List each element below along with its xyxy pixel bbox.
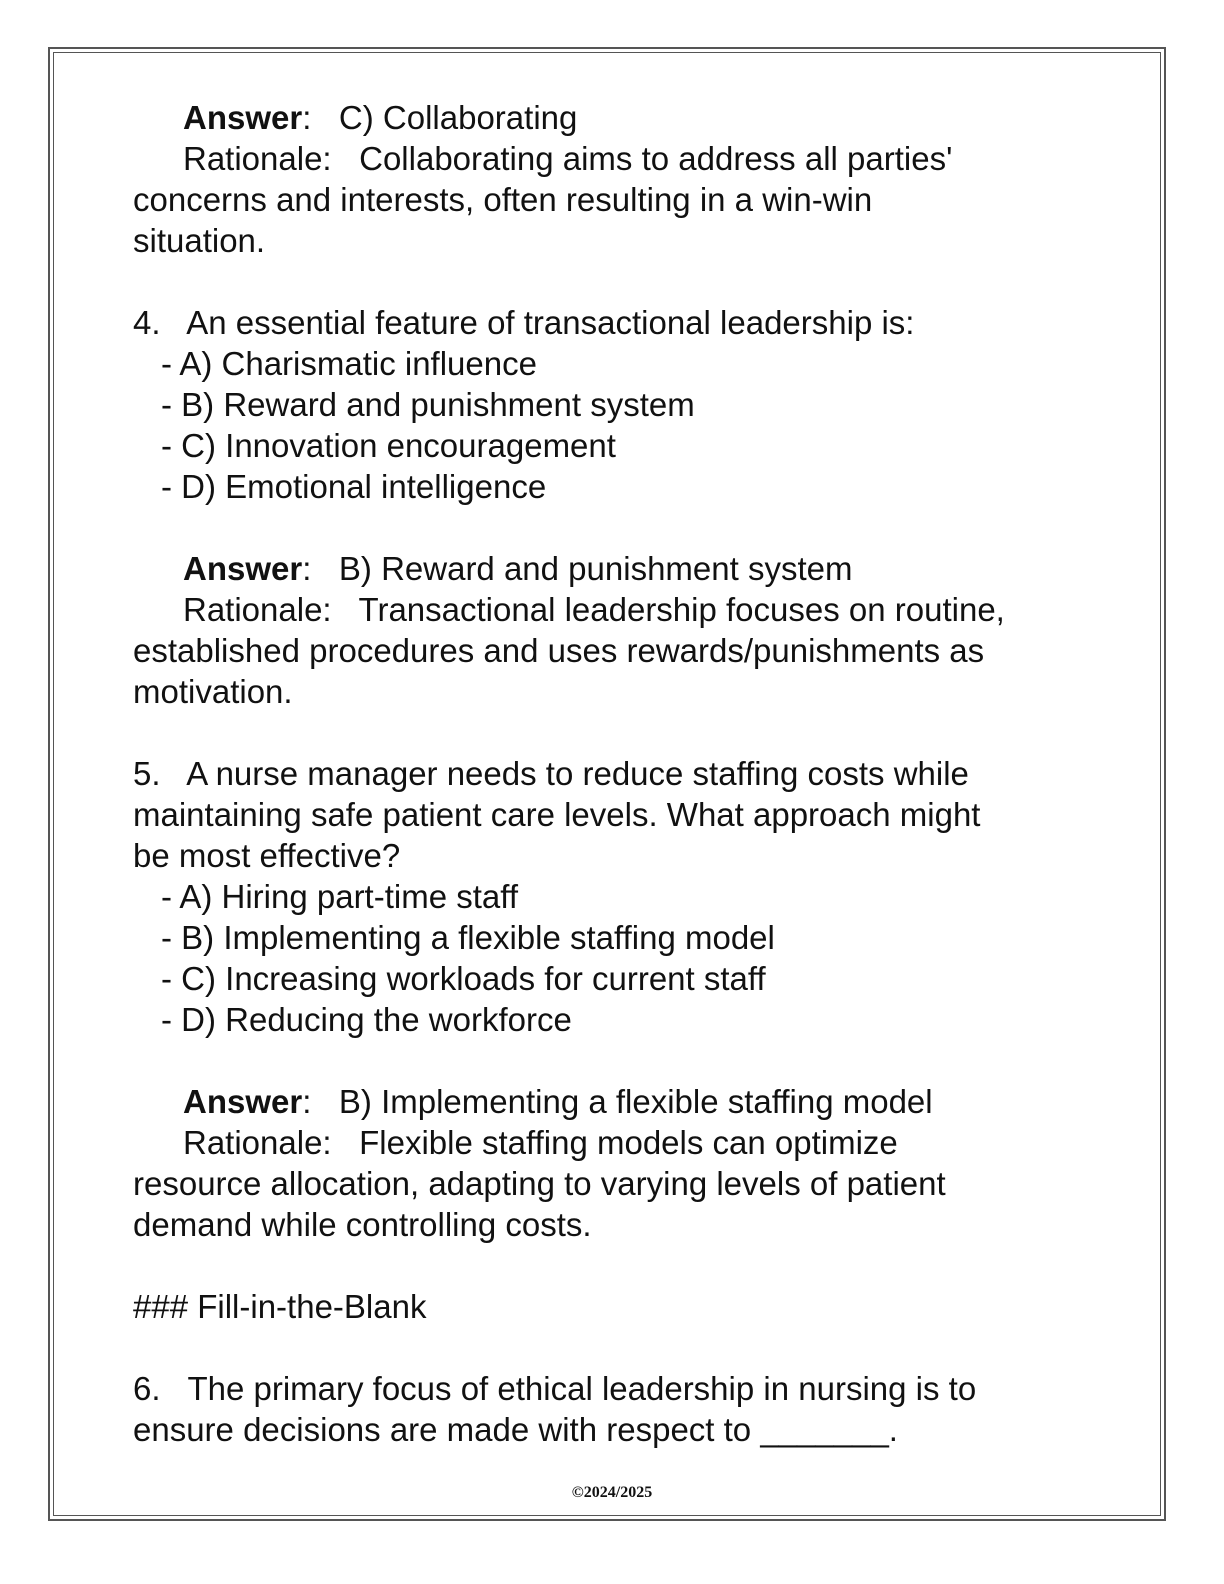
rationale-text: Collaborating aims to address all parties': [359, 140, 953, 177]
rationale-text: Transactional leadership focuses on routine,: [358, 591, 1005, 628]
rationale-text: Flexible staffing models can optimize: [359, 1124, 898, 1161]
answer-line-q5: Answer: B) Implementing a flexible staffing model: [183, 1083, 933, 1120]
rationale-line-q4: [133, 589, 1093, 630]
option-a: - A) Hiring part-time staff: [161, 878, 518, 915]
document-body: [133, 97, 1093, 1450]
option-d: - D) Emotional intelligence: [161, 468, 547, 505]
answer-text: C) Collaborating: [338, 99, 578, 136]
rationale-continuation: motivation.: [133, 673, 293, 710]
rationale-continuation: situation.: [133, 222, 266, 259]
question-6: [133, 1368, 1093, 1409]
option-b: - B) Reward and punishment system: [161, 386, 695, 423]
question-continuation: maintaining safe patient care levels. What approach might: [133, 796, 981, 833]
rationale-label: Rationale:: [183, 140, 332, 177]
rationale-continuation: demand while controlling costs.: [133, 1206, 592, 1243]
rationale-label: Rationale:: [183, 1124, 332, 1161]
answer-label: Answer: [183, 99, 303, 136]
answer-line-q4: Answer: B) Reward and punishment system: [183, 550, 853, 587]
option-c: - C) Increasing workloads for current staff: [161, 960, 766, 997]
question-number: 4.: [133, 304, 161, 341]
answer-text: B) Implementing a flexible staffing model: [338, 1083, 933, 1120]
option-c: - C) Innovation encouragement: [161, 427, 616, 464]
question-continuation: be most effective?: [133, 837, 401, 874]
question-4: [133, 302, 1093, 343]
answer-line-q3: Answer: C) Collaborating: [183, 99, 578, 136]
question-5: [133, 753, 1093, 794]
question-number: 6.: [133, 1370, 161, 1407]
rationale-line-q5: [133, 1122, 1093, 1163]
answer-text: B) Reward and punishment system: [338, 550, 853, 587]
rationale-continuation: established procedures and uses rewards/punishments as: [133, 632, 985, 669]
rationale-continuation: resource allocation, adapting to varying levels of patient: [133, 1165, 946, 1202]
question-text: A nurse manager needs to reduce staffing costs while: [186, 755, 969, 792]
question-number: 5.: [133, 755, 161, 792]
copyright-footer: ©2024/2025: [571, 1484, 653, 1501]
question-text: The primary focus of ethical leadership in nursing is to: [187, 1370, 977, 1407]
section-heading: ### Fill-in-the-Blank: [133, 1288, 427, 1325]
question-continuation: ensure decisions are made with respect to _______.: [133, 1411, 898, 1448]
option-a: - A) Charismatic influence: [161, 345, 537, 382]
option-b: - B) Implementing a flexible staffing model: [161, 919, 775, 956]
option-d: - D) Reducing the workforce: [161, 1001, 572, 1038]
rationale-label: Rationale:: [183, 591, 332, 628]
question-text: An essential feature of transactional leadership is:: [186, 304, 915, 341]
answer-label: Answer: [183, 550, 303, 587]
answer-label: Answer: [183, 1083, 303, 1120]
rationale-line-q3: [133, 138, 1093, 179]
rationale-continuation: concerns and interests, often resulting in a win-win: [133, 181, 873, 218]
